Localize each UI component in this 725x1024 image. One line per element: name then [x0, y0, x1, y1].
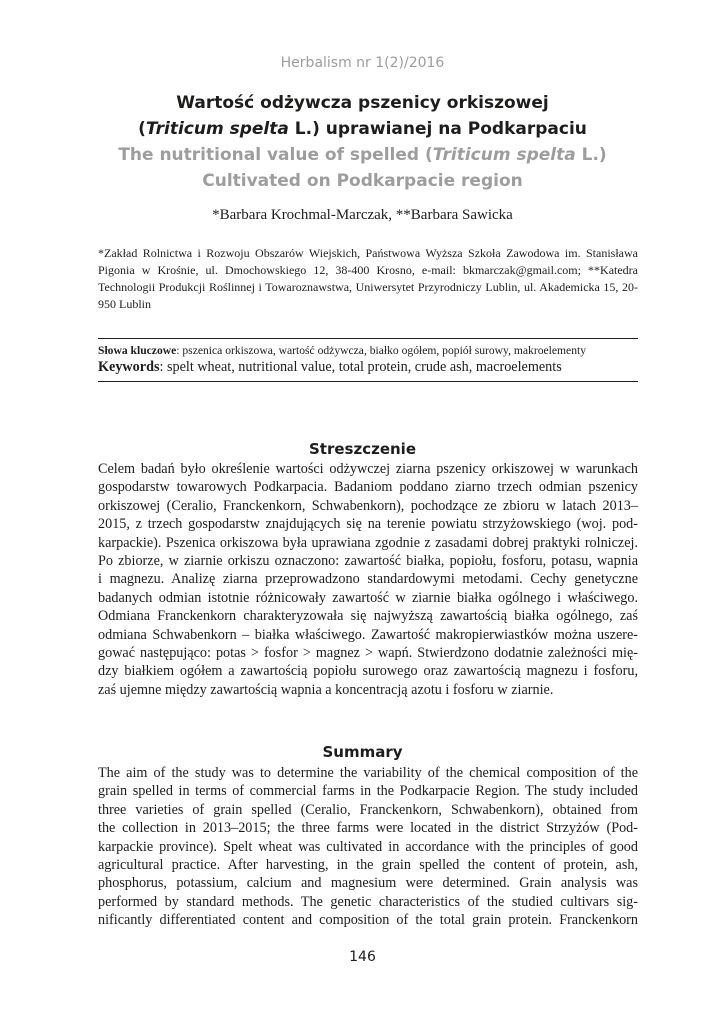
- summary-line: three varieties of grain spelled (Ceralio, Franckenkorn, Schwabenkorn), obtained from: [98, 801, 638, 818]
- keywords-english-text: : spelt wheat, nutritional value, total protein, crude ash, macroelements: [159, 359, 562, 375]
- title-english-line-2: Cultivated on Podkarpacie region: [202, 171, 523, 191]
- keywords-polish: [98, 344, 658, 357]
- streszczenie-line: badanych odmian istotnie różnicowały zawartość w ziarnie białka ogólnego i właściwego.: [98, 589, 638, 606]
- streszczenie-line: Odmiana Franckenkorn charakteryzowała się najwyższą zawartością białka ogólnego, zaś: [98, 608, 638, 625]
- summary-line: performed by standard methods. The genetic characteristics of the studied cultivars sig-: [98, 893, 638, 910]
- title-english-species: Triticum spelta: [432, 145, 576, 165]
- streszczenie-line: Po zbiorze, w ziarnie orkiszu oznaczono: zawartość białka, popiołu, fosforu, potasu, wapnia: [98, 553, 638, 570]
- title-polish-line-2: [60, 116, 665, 142]
- journal-header: Herbalism nr 1(2)/2016: [280, 55, 445, 71]
- streszczenie-line: karpackie). Pszenica orkiszowa była uprawiana zgodnie z zasadami dobrej praktyki rolniczej.: [98, 534, 638, 551]
- streszczenie-line: 2015, z trzech gospodarstw znajdujących się na terenie powiatu strzyżowskiego (woj. pod-: [98, 516, 638, 533]
- summary-line: grain spelled in terms of commercial farms in the Podkarpacie Region. The study included: [98, 783, 638, 800]
- streszczenie-line: zaś ujemne między zawartością wapnia a koncentracją azotu i fosforu w ziarnie.: [98, 681, 554, 698]
- streszczenie-line: dzy białkiem ogółem a zawartością popiołu surowego oraz zawartością magnezu i fosforu,: [98, 663, 638, 680]
- title-english-line-1: [60, 142, 665, 168]
- summary-line: phosphorus, potassium, calcium and magnesium were determined. Grain analysis was: [98, 875, 638, 892]
- keywords-english: [98, 359, 658, 376]
- title-english-rest: L.): [575, 145, 607, 165]
- streszczenie-body: [98, 460, 638, 699]
- title-english-text: The nutritional value of spelled (: [118, 145, 433, 165]
- summary-line: The aim of the study was to determine the variability of the chemical composition of the: [98, 765, 638, 781]
- page-number: 146: [349, 949, 376, 965]
- affiliation: *Zakład Rolnictwa i Rozwoju Obszarów Wiejskich, Państwowa Wyższa Szkoła Zawodowa im. Stanisława Pigonia w Krośnie, ul. Dmochowskiego 12, 38-400 Krosno, e-mail: bkmarczak@gmail.com; **Katedra Technologii Produkcji Roślinnej i Towaroznawstwa, Uniwersytet Przyrodniczy Lublin, ul. Akademicka 15, 20-950 Lublin: [98, 246, 638, 311]
- streszczenie-line: gospodarstw towarowych Podkarpacia. Badaniom poddano ziarno trzech odmian pszenicy: [98, 479, 638, 496]
- summary-line: the collection in 2013–2015; the three farms were located in the district Strzyżów (Pod-: [98, 820, 638, 837]
- streszczenie-line: i magnezu. Analizę ziarna przeprowadzono standardowymi metodami. Cechy genetyczne: [98, 571, 638, 588]
- streszczenie-heading: Streszczenie: [309, 440, 416, 458]
- keywords-english-label: Keywords: [98, 359, 160, 375]
- summary-body: [98, 764, 638, 930]
- keywords-polish-text: : pszenica orkiszowa, wartość odżywcza, białko ogółem, popiół surowy, makroelementy: [176, 344, 587, 357]
- keywords-polish-label: Słowa kluczowe: [98, 344, 177, 357]
- keywords-top-rule: [98, 338, 638, 339]
- title-polish-paren: (: [138, 119, 146, 139]
- keywords-bottom-rule: [98, 381, 638, 382]
- streszczenie-line: Celem badań było określenie wartości odżywczej ziarna pszenicy orkiszowej w warunkach: [98, 461, 638, 477]
- summary-line: karpackie province). Spelt wheat was cultivated in accordance with the principles of good: [98, 838, 638, 855]
- streszczenie-line: odmiana Schwabenkorn – białka właściwego. Zawartość makropierwiastków można uszere-: [98, 626, 638, 643]
- article-title: [60, 90, 665, 194]
- summary-line: agricultural practice. After harvesting, in the grain spelled the content of protein, ash,: [98, 857, 638, 874]
- summary-heading: Summary: [322, 743, 403, 761]
- title-polish-rest: L.) uprawianej na Podkarpaciu: [288, 119, 587, 139]
- summary-line: nificantly differentiated content and composition of the total grain protein. Franckenkorn: [98, 912, 638, 929]
- title-polish-species: Triticum spelta: [145, 119, 289, 139]
- streszczenie-line: orkiszowej (Ceralio, Franckenkorn, Schwabenkorn), pochodzące ze zbioru w latach 2013–: [98, 497, 638, 514]
- authors: *Barbara Krochmal-Marczak, **Barbara Sawicka: [212, 207, 513, 223]
- title-polish-line-1: Wartość odżywcza pszenicy orkiszowej: [176, 93, 549, 113]
- streszczenie-line: gować następująco: potas > fosfor > magnez > wapń. Stwierdzono dodatnie zależności mię-: [98, 645, 638, 662]
